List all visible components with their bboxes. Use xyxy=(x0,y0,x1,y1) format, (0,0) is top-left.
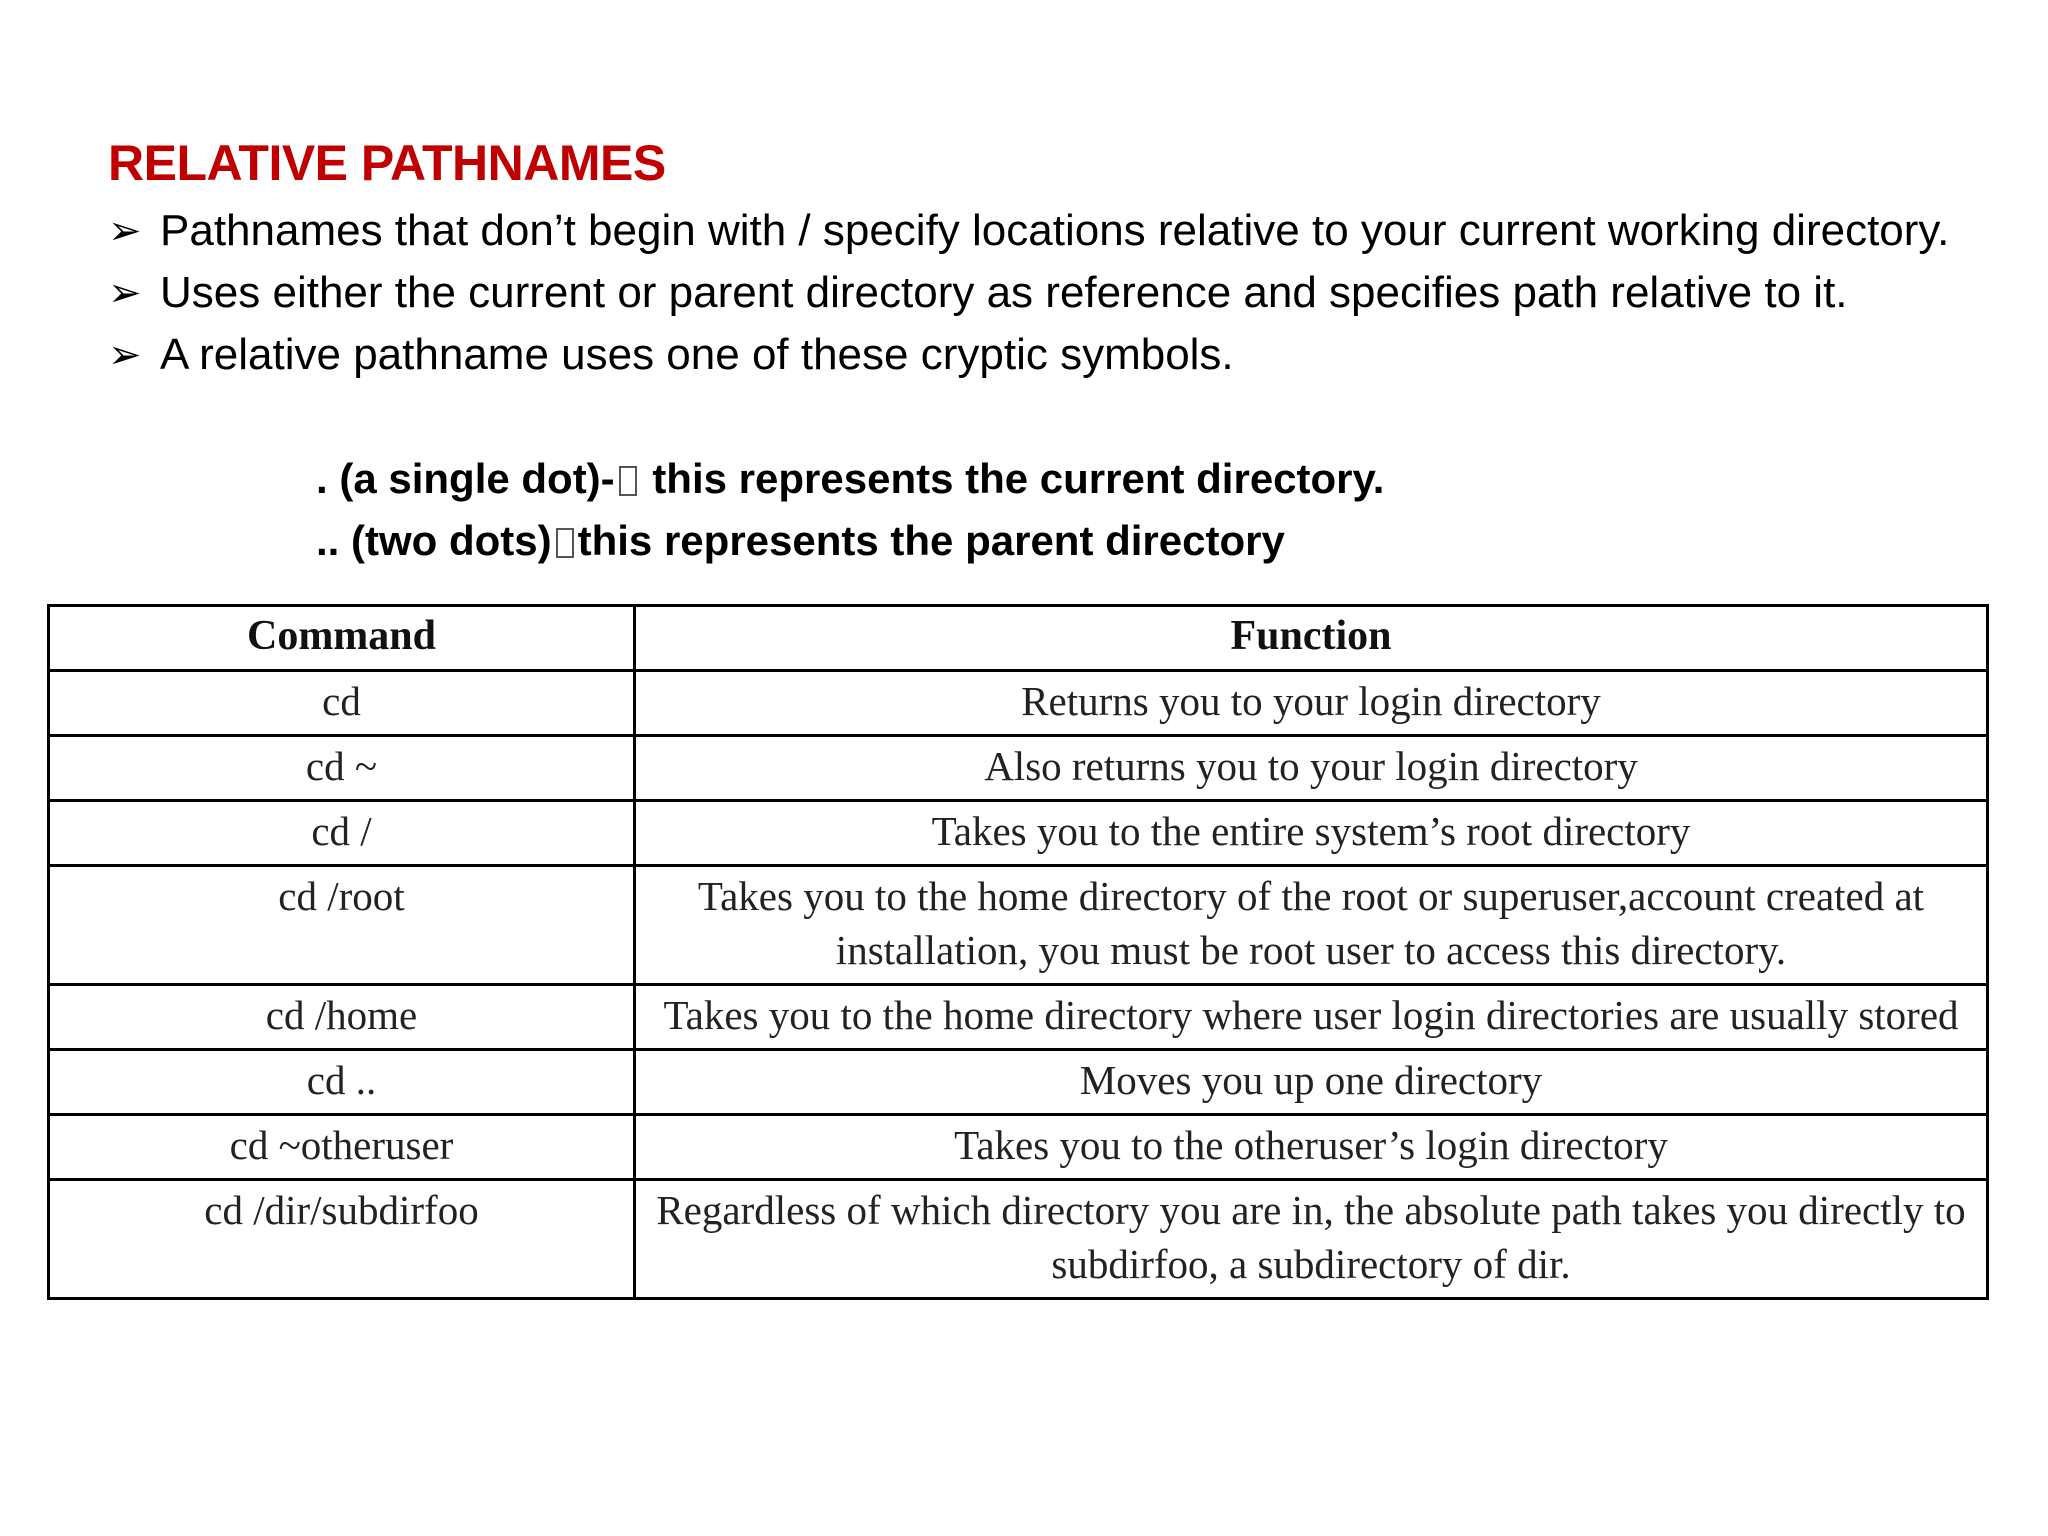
command-table xyxy=(47,604,1989,1300)
command-cell: cd ~otheruser xyxy=(49,1115,635,1180)
definition-text: this represents the current directory. xyxy=(640,455,1385,502)
function-cell: Takes you to the otheruser’s login directory xyxy=(635,1115,1988,1180)
table-row xyxy=(49,1050,1988,1115)
table-row xyxy=(49,1180,1988,1299)
table-header-row xyxy=(49,606,1988,671)
arrow-bullet-icon: ➢ xyxy=(108,332,142,378)
function-cell: Returns you to your login directory xyxy=(635,671,1988,736)
symbol-definitions xyxy=(316,448,1384,572)
command-cell: cd ~ xyxy=(49,736,635,801)
definition-two-dots xyxy=(316,510,1384,572)
table-row xyxy=(49,801,1988,866)
definition-single-dot xyxy=(316,448,1384,510)
function-cell: Takes you to the home directory of the root or superuser,account created at installation, you must be root user to access this directory. xyxy=(635,866,1988,985)
definition-term: . (a single dot)- xyxy=(316,455,615,502)
command-cell: cd /root xyxy=(49,866,635,985)
table-row xyxy=(49,1115,1988,1180)
command-cell: cd /home xyxy=(49,985,635,1050)
missing-glyph-icon xyxy=(619,466,637,496)
bullet-list xyxy=(108,200,2028,386)
bullet-text: Pathnames that don’t begin with / specify locations relative to your current working directory. xyxy=(160,206,1950,255)
command-cell: cd xyxy=(49,671,635,736)
header-command: Command xyxy=(49,606,635,671)
function-cell: Also returns you to your login directory xyxy=(635,736,1988,801)
function-cell: Moves you up one directory xyxy=(635,1050,1988,1115)
table-row xyxy=(49,985,1988,1050)
slide-title: RELATIVE PATHNAMES xyxy=(108,135,666,191)
bullet-item xyxy=(108,200,2028,262)
arrow-bullet-icon: ➢ xyxy=(108,270,142,316)
header-function: Function xyxy=(635,606,1988,671)
command-cell: cd / xyxy=(49,801,635,866)
definition-text: this represents the parent directory xyxy=(577,517,1285,564)
command-cell: cd .. xyxy=(49,1050,635,1115)
arrow-bullet-icon: ➢ xyxy=(108,208,142,254)
table-row xyxy=(49,736,1988,801)
bullet-text: Uses either the current or parent directory as reference and specifies path relative to it. xyxy=(160,268,1848,317)
definition-term: .. (two dots) xyxy=(316,517,552,564)
function-cell: Takes you to the home directory where user login directories are usually stored xyxy=(635,985,1988,1050)
missing-glyph-icon xyxy=(556,528,574,558)
bullet-item xyxy=(108,262,2028,324)
table-row xyxy=(49,671,1988,736)
table-row xyxy=(49,866,1988,985)
function-cell: Takes you to the entire system’s root directory xyxy=(635,801,1988,866)
bullet-item xyxy=(108,324,2028,386)
function-cell: Regardless of which directory you are in, the absolute path takes you directly to subdirfoo, a subdirectory of dir. xyxy=(635,1180,1988,1299)
command-cell: cd /dir/subdirfoo xyxy=(49,1180,635,1299)
bullet-text: A relative pathname uses one of these cryptic symbols. xyxy=(160,330,1234,379)
